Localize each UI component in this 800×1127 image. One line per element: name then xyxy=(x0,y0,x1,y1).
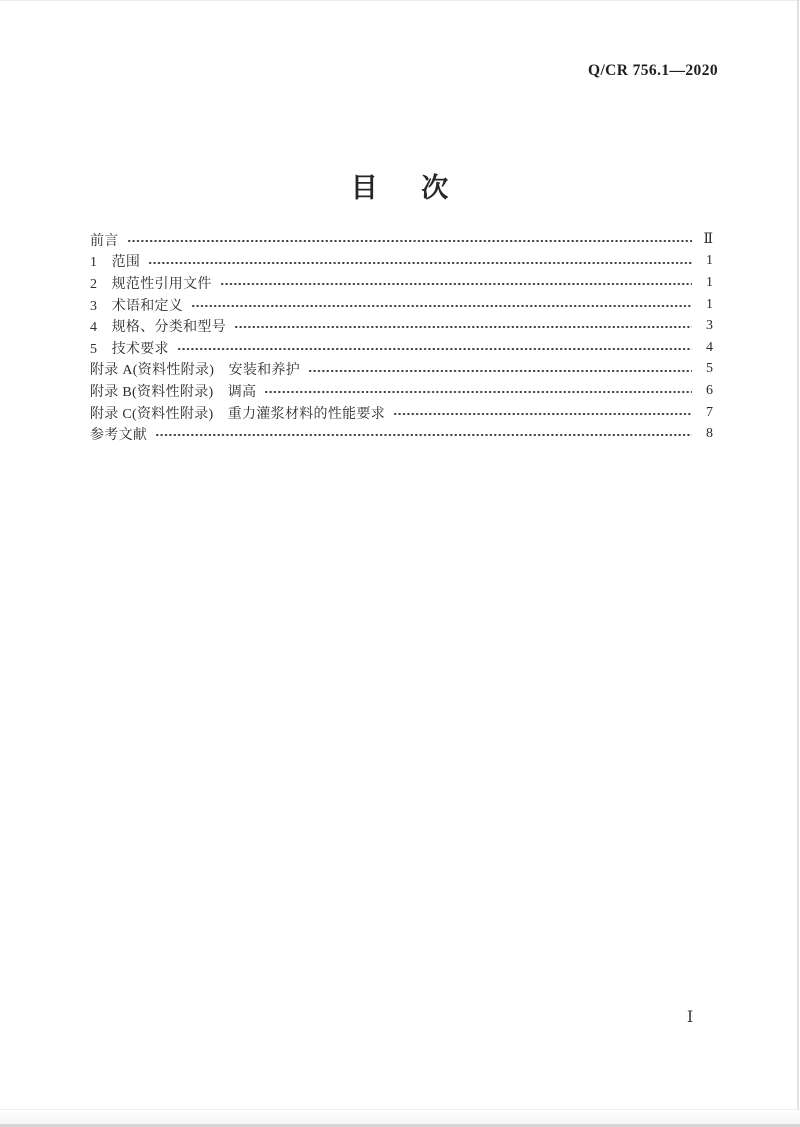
dot-leader xyxy=(155,423,692,445)
toc-entry-label: 5 技术要求 xyxy=(90,341,169,357)
toc-entry xyxy=(90,294,713,316)
toc-entry xyxy=(90,337,713,359)
page-title: 目 次 xyxy=(350,173,450,204)
toc-entry xyxy=(90,251,713,273)
toc-entry-label: 附录 A(资料性附录) 安装和养护 xyxy=(90,363,301,379)
toc-entry xyxy=(90,229,713,251)
footer-page-number-row xyxy=(0,1007,800,1027)
toc-entry-page: Ⅱ xyxy=(703,232,713,248)
table-of-contents xyxy=(90,229,713,445)
toc-entry-page: 3 xyxy=(706,318,713,334)
footer-page-number: Ⅰ xyxy=(686,1009,694,1026)
toc-entry-page: 5 xyxy=(706,361,713,377)
toc-entry xyxy=(90,315,713,337)
toc-entry-label: 2 规范性引用文件 xyxy=(90,276,212,292)
standard-code-header: Q/CR 756.1—2020 xyxy=(588,62,718,79)
toc-entry-label: 附录 C(资料性附录) 重力灌浆材料的性能要求 xyxy=(90,406,386,422)
toc-entry-label: 3 术语和定义 xyxy=(90,298,184,314)
dot-leader xyxy=(191,294,692,316)
toc-entry-page: 1 xyxy=(706,274,713,290)
dot-leader xyxy=(234,315,692,337)
toc-entry-label: 附录 B(资料性附录) 调高 xyxy=(90,384,257,400)
dot-leader xyxy=(264,380,692,402)
scan-edge-bottom xyxy=(0,1109,800,1127)
toc-entry-page: 1 xyxy=(706,296,713,312)
toc-entry xyxy=(90,272,713,294)
dot-leader xyxy=(393,402,692,424)
dot-leader xyxy=(127,229,692,251)
toc-entry-label: 参考文献 xyxy=(90,428,148,444)
toc-entry xyxy=(90,423,713,445)
dot-leader xyxy=(148,251,692,273)
toc-entry-page: 7 xyxy=(706,404,713,420)
toc-entry-page: 8 xyxy=(706,426,713,442)
dot-leader xyxy=(308,359,692,381)
scan-edge-top xyxy=(0,0,800,1)
toc-entry-label: 4 规格、分类和型号 xyxy=(90,320,226,336)
toc-entry-page: 6 xyxy=(706,382,713,398)
toc-entry xyxy=(90,402,713,424)
toc-entry-label: 1 范围 xyxy=(90,255,141,271)
toc-entry xyxy=(90,380,713,402)
toc-entry-page: 1 xyxy=(706,253,713,269)
toc-entry-page: 4 xyxy=(706,339,713,355)
dot-leader xyxy=(177,337,692,359)
dot-leader xyxy=(220,272,692,294)
toc-entry xyxy=(90,359,713,381)
toc-entry-label: 前言 xyxy=(90,233,119,249)
